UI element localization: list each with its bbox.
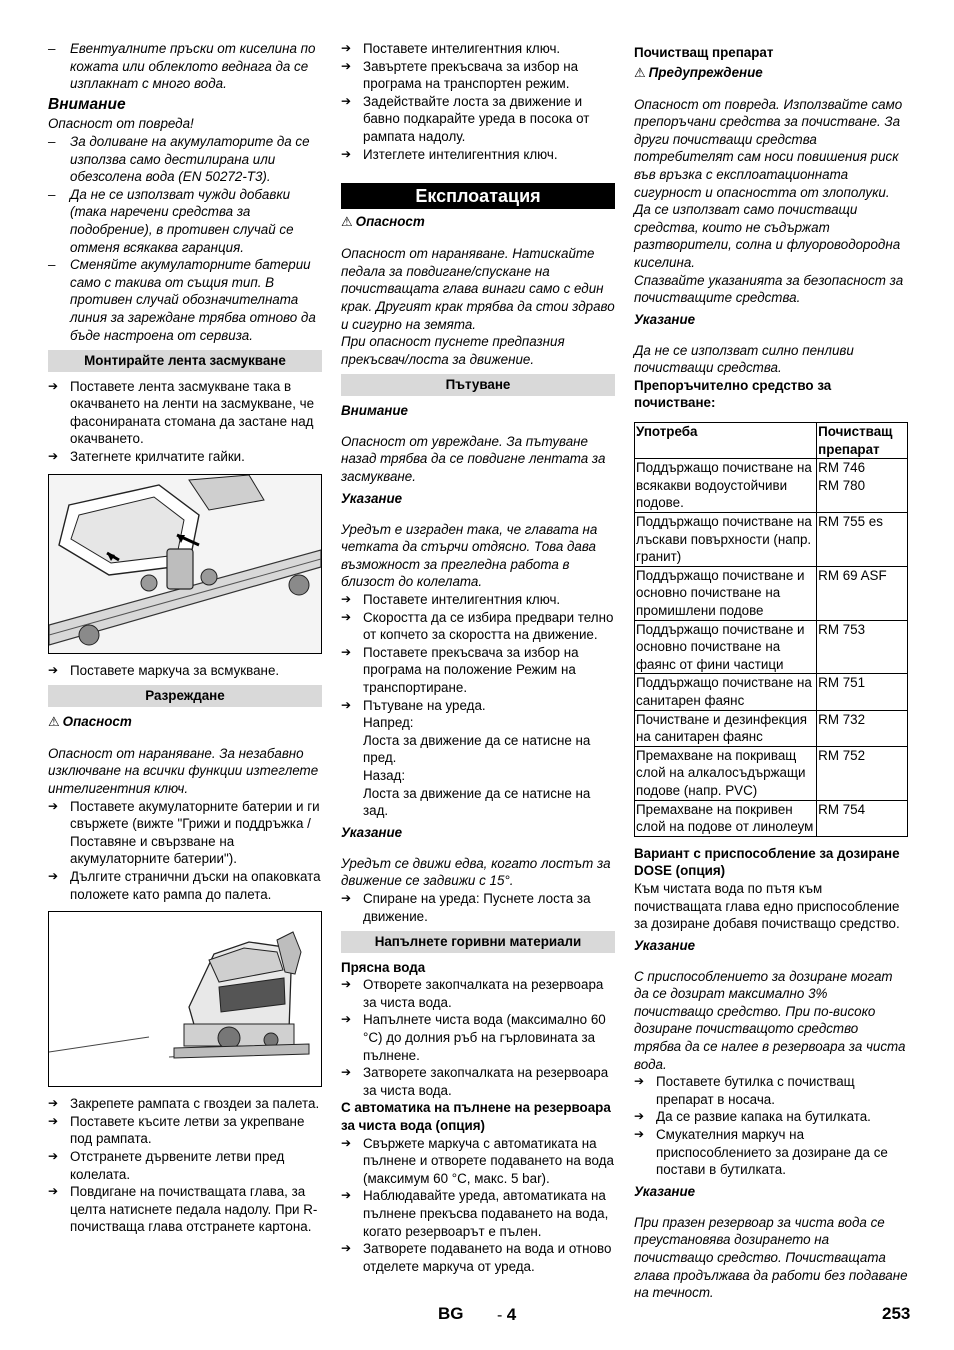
squeegee-drawing <box>49 475 321 653</box>
section-fill: Напълнете горивни материали <box>341 931 615 953</box>
step-item: ➔ Изтеглете интелигентния ключ. <box>341 146 615 164</box>
attention-text: Опасност от увреждане. За пътуване назад трябва да се повдигне лентата за засмукване. <box>341 433 606 485</box>
step-item: ➔ Напълнете чиста вода (максимално 60 °C) до долния ръб на гърловината за пълнене. <box>341 1011 615 1064</box>
detergent-heading: Почистващ препарат <box>634 45 774 60</box>
step-item: ➔ Закрепете рампата с гвоздеи за палета. <box>48 1095 322 1113</box>
danger-text: При опасност пуснете предпазния прекъсвач/лоста за движение. <box>341 334 565 367</box>
step-item: ➔ Дългите странични дъски на опаковката положете като рампа до палета. <box>48 868 322 903</box>
usage-cell: Поддържащо почистване на лъскави повърхности (напр. гранит) <box>635 513 817 567</box>
section-unload: Разреждане <box>48 685 322 707</box>
warning-text: Опасност от повреда. Използвайте само препоръчани средства за почистване. За други почистващи средства потребителят сам носи повишения риск във връзка с експлоатационната сигурност и опасността от злополуки. Да се използват само почистващи средства, които не съдържат разтворители, солна и флуороводородна киселина. <box>634 96 903 270</box>
note-heading: Указание <box>341 490 403 506</box>
step-item: ➔ Затворете подаването на вода и отново отделете маркуча от уреда. <box>341 1240 615 1275</box>
danger-heading: ⚠ Опасност <box>341 214 425 231</box>
forward-label: Напред: <box>363 715 414 731</box>
note-heading: Указание <box>634 311 696 327</box>
step-item: ➔ Затворете закопчалката на резервоара за чиста вода. <box>341 1064 615 1099</box>
step-item: ➔ Поставете лента засмукване така в окачването на ленти на засмукване, че фасонираната стомана да застане над окачването. <box>48 378 322 448</box>
squeegee-illustration <box>48 474 322 654</box>
table-row <box>635 674 908 710</box>
dose-heading: Вариант с приспособление за дозиране DOSE (опция) <box>634 845 900 879</box>
column-right <box>634 40 908 1302</box>
note-text: Да не се използват силно пенливи почистващи средства. <box>634 342 854 376</box>
usage-cell: Почистване и дезинфекция на санитарен фаянс <box>635 710 817 746</box>
product-cell: RM 754 <box>817 800 908 836</box>
step-item: ➔ Свържете маркуча с автоматиката на пълнене и отворете подаването на вода (максимум 60 °C, макс. 5 bar). <box>341 1135 615 1188</box>
warning-triangle-icon: ⚠ <box>341 215 353 231</box>
step-item: ➔ Задействайте лоста за движение и бавно подкарайте уреда в посока от рампата надолу. <box>341 93 615 146</box>
warning-triangle-icon: ⚠ <box>634 65 646 81</box>
attention-item: – За доливане на акумулаторите да се използва само дестилирана или обезсолена вода (EN 50272-T3). <box>48 133 322 186</box>
danger-text: Опасност от нараняване. За незабавно изключване на всички функции изтеглете интелигентния ключ. <box>48 745 319 797</box>
section-driving: Пътуване <box>341 374 615 396</box>
step-item: ➔ Наблюдавайте уреда, автоматиката на пълнене прекъсва подаването на вода, когато резервоарът е пълен. <box>341 1187 615 1240</box>
table-row <box>635 566 908 620</box>
product-cell: RM 755 es <box>817 513 908 567</box>
machine-ramp-illustration <box>48 911 322 1087</box>
back-text: Лоста за движение да се натисне на зад. <box>363 785 591 819</box>
step-item: ➔ Поставете интелигентния ключ. <box>341 591 615 609</box>
note-heading: Указание <box>634 1183 696 1199</box>
step-item: ➔ Скоростта да се избира предвари телно от копчето за скоростта на движение. <box>341 609 615 644</box>
usage-cell: Поддържащо почистване и основно почистване на промишлени подове <box>635 566 817 620</box>
step-item: ➔ Затегнете крилчатите гайки. <box>48 448 322 466</box>
step-item: ➔ Поставете маркуча за всмукване. <box>48 662 322 680</box>
attention-item: – Да не се използват чужди добавки (така наречени средства за подобрение), в противен случай се отменя всякаква гаранция. <box>48 186 322 256</box>
footer-local-page: - 4 <box>497 1305 517 1324</box>
note-text: Уредът се движи едва, когато лостът за движение се задвижи с 15°. <box>341 855 611 889</box>
product-cell: RM 69 ASF <box>817 566 908 620</box>
step-item: ➔ Повдигане на почистващата глава, за целта натиснете педала надолу. При R-почистваща глава отстранете картона. <box>48 1183 322 1236</box>
step-item: ➔ Поставете бутилка с почистващ препарат в носача. <box>634 1073 908 1108</box>
step-item: ➔ Пътуване на уреда. <box>341 697 615 715</box>
fresh-water-heading: Прясна вода <box>341 959 426 975</box>
table-header: Почистващ препарат <box>817 423 908 459</box>
usage-cell: Поддържащо почистване и основно почистване на фаянс от фини частици <box>635 620 817 674</box>
note-text: С приспособлението за дозиране могат да се дозират максимално 3% почистващо средство. При по-високо дозиране почистващото средство трябва да се налее в резервоара за чиста вода. <box>634 968 906 1072</box>
attention-heading: Внимание <box>48 95 126 113</box>
table-row <box>635 800 908 836</box>
warning-triangle-icon: ⚠ <box>48 714 60 730</box>
danger-heading: ⚠ Опасност <box>48 713 132 730</box>
step-item: ➔ Поставете интелигентния ключ. <box>341 40 615 58</box>
forward-text: Лоста за движение да се натисне на пред. <box>363 732 591 766</box>
attention-item: – Сменяйте акумулаторните батерии само с такива от същия тип. В противен случай обозначителната линия за зареждане трябва отново да бъде настроена от сервиза. <box>48 256 322 344</box>
table-row <box>635 746 908 800</box>
product-cell: RM 752 <box>817 746 908 800</box>
product-cell: RM 751 <box>817 674 908 710</box>
detergent-table <box>634 422 908 837</box>
step-item: ➔ Завъртете прекъсвача за избор на програма на транспортен режим. <box>341 58 615 93</box>
usage-cell: Поддържащо почистване на санитарен фаянс <box>635 674 817 710</box>
column-middle <box>341 40 615 1275</box>
attention-heading: Внимание <box>341 402 409 418</box>
step-item: ➔ Спиране на уреда: Пуснете лоста за движение. <box>341 890 615 925</box>
product-cell: RM 732 <box>817 710 908 746</box>
step-item: ➔ Смукателния маркуч на приспособлението за дозиране да се постави в бутилката. <box>634 1126 908 1179</box>
warning-heading: ⚠ Предупреждение <box>634 64 763 81</box>
auto-fill-heading: С автоматика на пълнене на резервоара за чиста вода (опция) <box>341 1100 611 1134</box>
usage-cell: Премахване на покривен слой на подове от линолеум <box>635 800 817 836</box>
note-heading: Указание <box>634 937 696 953</box>
step-item: ➔ Да се развие капака на бутилката. <box>634 1108 908 1126</box>
table-row <box>635 459 908 513</box>
step-item: ➔ Поставете късите летви за укрепване под рампата. <box>48 1113 322 1148</box>
warning-text: Спазвайте указанията за безопасност за почистващите средства. <box>634 272 904 306</box>
table-row <box>635 710 908 746</box>
intro-dash-item: – Евентуалните пръски от киселина по кожата или облеклото веднага да се изплакнат с много вода. <box>48 40 322 93</box>
step-item: ➔ Отстранете дървените летви пред колелата. <box>48 1148 322 1183</box>
product-cell: RM 753 <box>817 620 908 674</box>
recommended-heading: Препоръчително средство за почистване: <box>634 377 832 411</box>
note-text: Уредът е изграден така, че главата на четката да стърчи отдясно. Това дава възможност за прегледна работа в близост до колелата. <box>341 521 598 590</box>
section-squeegee: Монтирайте лента засмукване <box>48 350 322 372</box>
footer-page-number: 253 <box>882 1304 911 1323</box>
column-left <box>48 40 322 1236</box>
usage-cell: Поддържащо почистване на всякакви водоустойчиви подове. <box>635 459 817 513</box>
table-row <box>635 620 908 674</box>
usage-cell: Премахване на покриващ слой на алкалосъдържащи подове (напр. PVC) <box>635 746 817 800</box>
attention-text: Опасност от повреда! <box>48 116 194 132</box>
table-header: Употреба <box>635 423 817 459</box>
table-header-row <box>635 423 908 459</box>
section-operation: Експлоатация <box>341 183 615 209</box>
step-item: ➔ Поставете прекъсвача за избор на програма на положение Режим на транспортиране. <box>341 644 615 697</box>
note-text: При празен резервоар за чиста вода се преустановява дозирането на почистващо средство. Почистващата глава продължава да работи без подаване на течност. <box>634 1214 908 1301</box>
dose-text: Към чистата вода по пътя към почистващата глава едно приспособление за дозиране добавя почистващо средство. <box>634 880 900 932</box>
machine-drawing <box>49 912 321 1086</box>
product-cell: RM 746 RM 780 <box>817 459 908 513</box>
step-item: ➔ Поставете акумулаторните батерии и ги свържете (вижте "Грижи и поддръжка / Поставяне и свързване на акумулаторните батерии"). <box>48 798 322 868</box>
danger-text: Опасност от нараняване. Натискайте педала за повдигане/спускане на почистващата глава винаги само с един крак. Другият крак трябва да стои здраво и сигурно на земята. <box>341 246 615 332</box>
table-row <box>635 513 908 567</box>
footer-language: BG <box>438 1304 464 1323</box>
note-heading: Указание <box>341 824 403 840</box>
back-label: Назад: <box>363 767 406 783</box>
step-item: ➔ Отворете закопчалката на резервоара за чиста вода. <box>341 976 615 1011</box>
